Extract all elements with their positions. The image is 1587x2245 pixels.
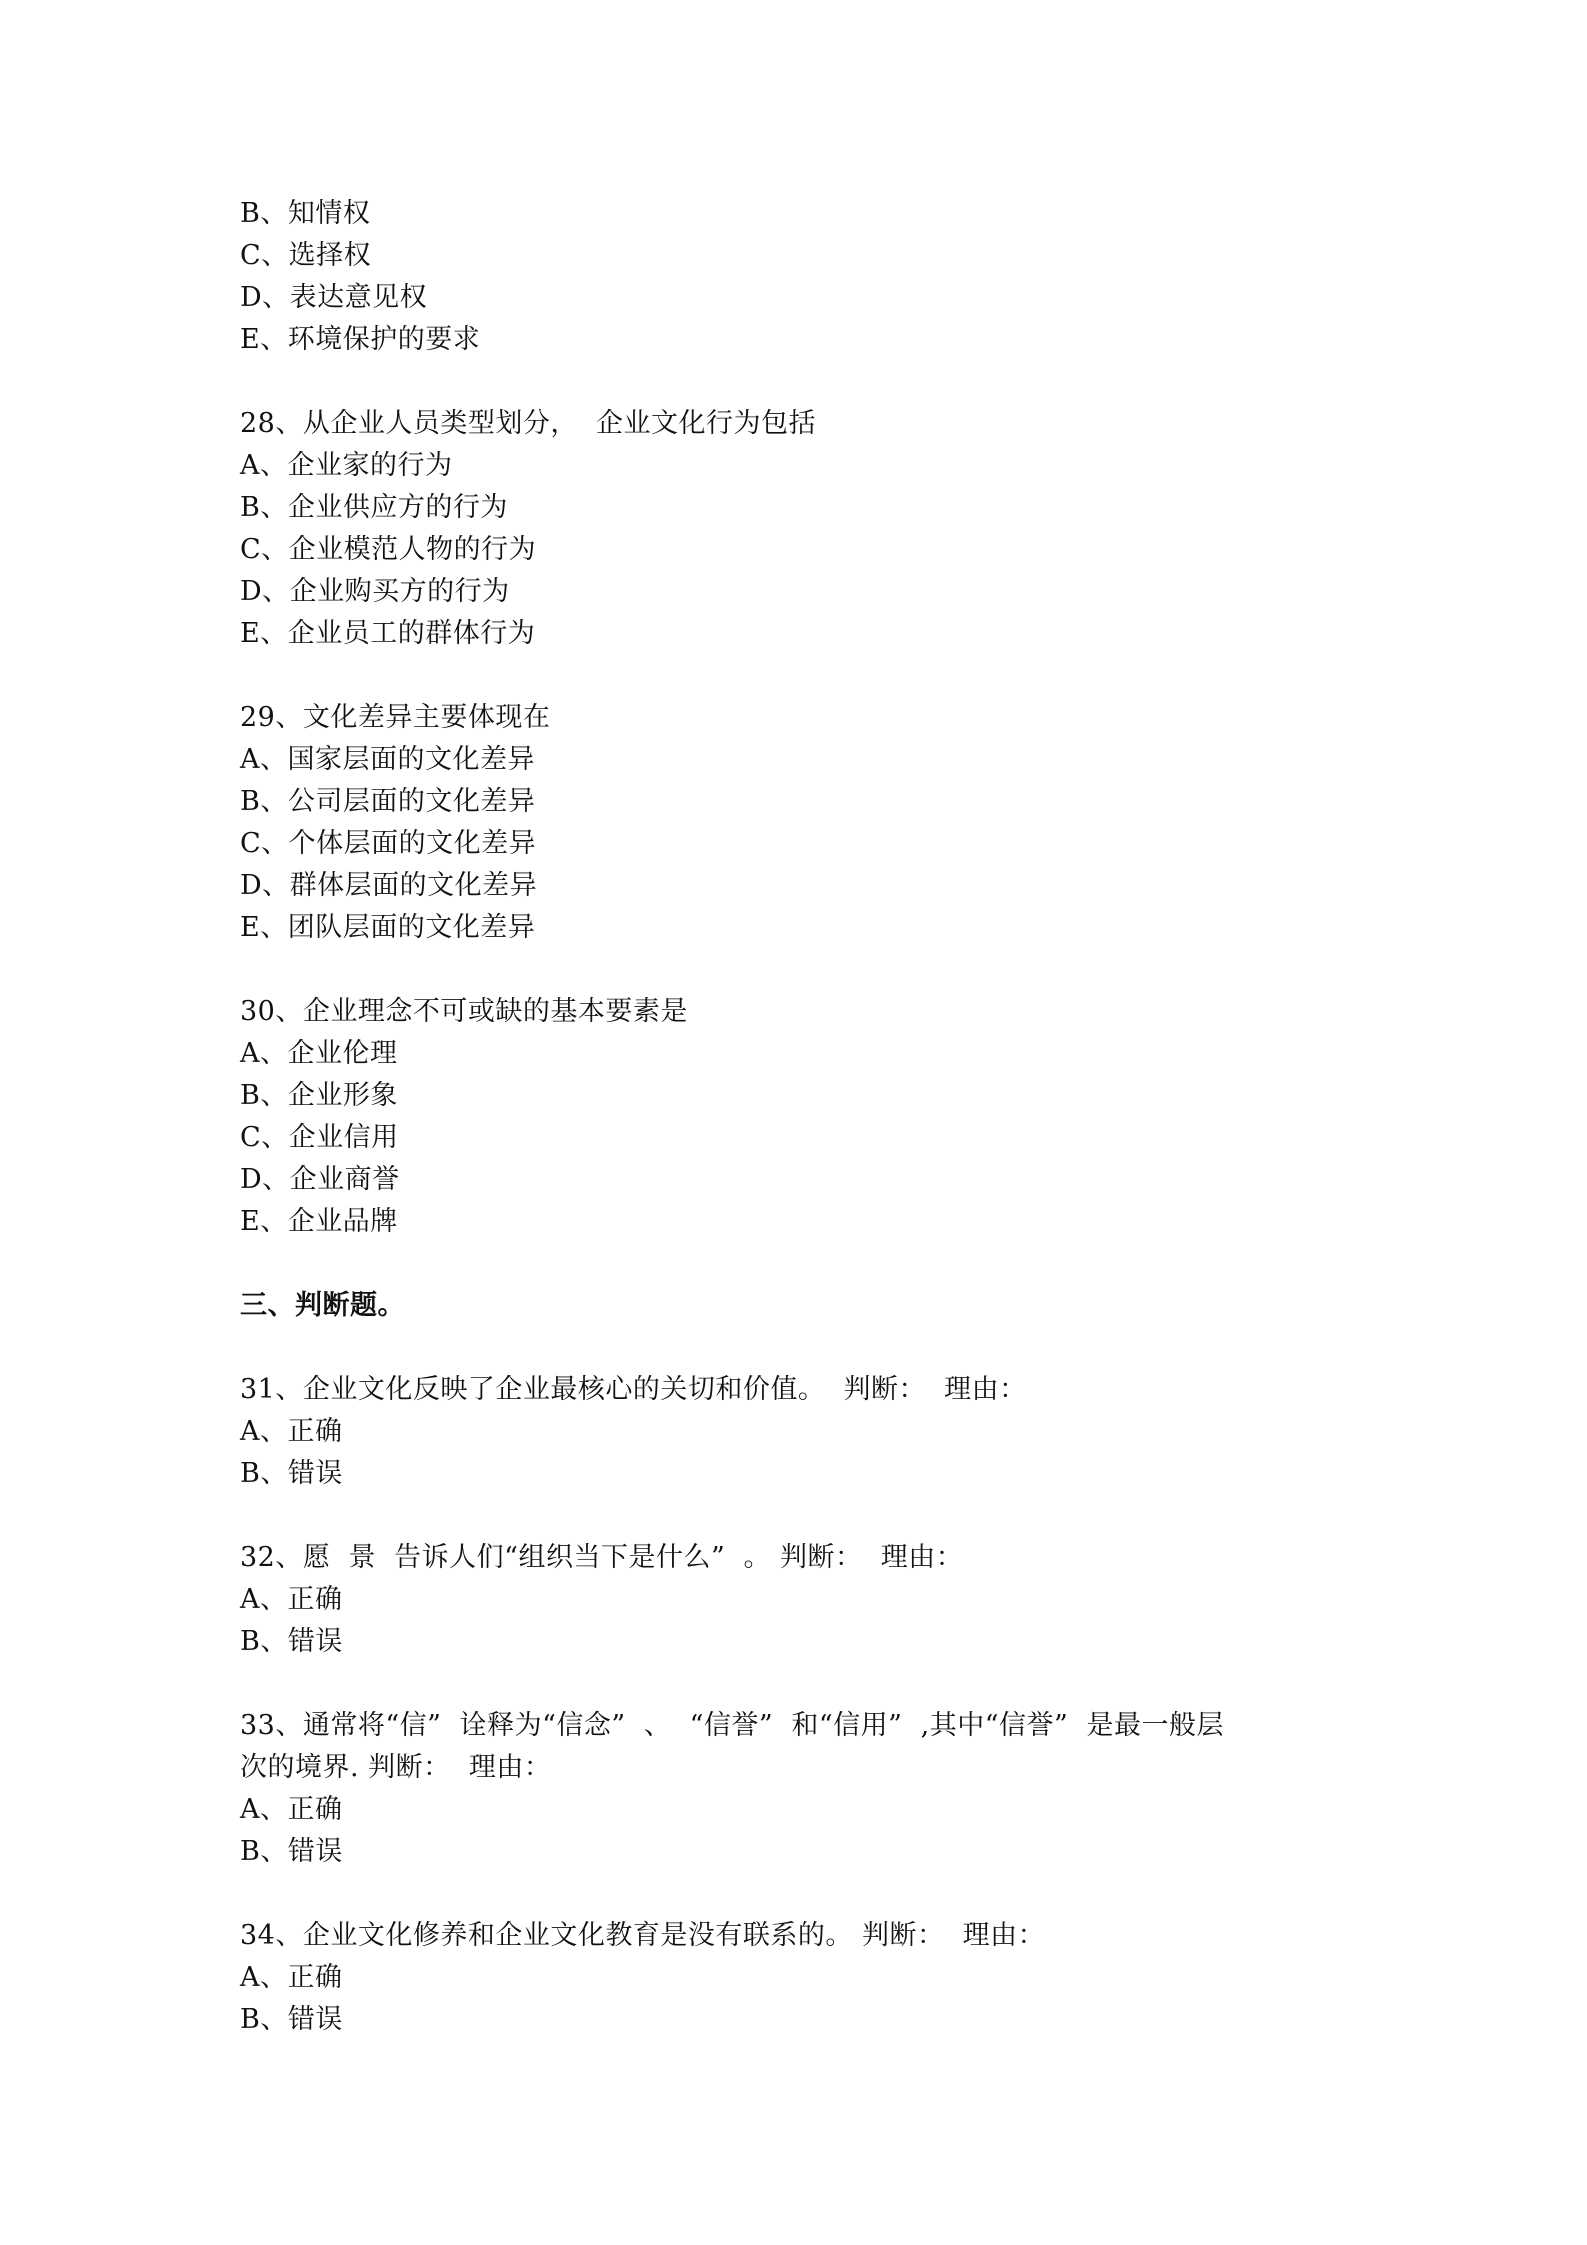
q30-option-b: B、企业形象 xyxy=(240,1080,398,1111)
q33-option-b: B、错误 xyxy=(240,1836,343,1867)
q28-question: 28、从企业人员类型划分， 企业文化行为包括 xyxy=(240,408,817,439)
q28-option-e: E、企业员工的群体行为 xyxy=(240,618,536,649)
q27-option-b: B、知情权 xyxy=(240,198,371,229)
q29-option-a: A、国家层面的文化差异 xyxy=(240,744,535,775)
q32-option-a: A、正确 xyxy=(240,1584,343,1615)
q34-option-a: A、正确 xyxy=(240,1962,343,1993)
q30-option-d: D、企业商誉 xyxy=(240,1164,400,1195)
q28-option-d: D、企业购买方的行为 xyxy=(240,576,510,607)
q29-question: 29、文化差异主要体现在 xyxy=(240,702,551,733)
q34-question: 34、企业文化修养和企业文化教育是没有联系的。 判断： 理由： xyxy=(240,1920,1046,1951)
q27-option-d: D、表达意见权 xyxy=(240,282,428,313)
q30-question: 30、企业理念不可或缺的基本要素是 xyxy=(240,996,688,1027)
q32-option-b: B、错误 xyxy=(240,1626,343,1657)
q32-question: 32、愿 景 告诉人们“组织当下是什么” 。 判断： 理由： xyxy=(240,1542,964,1573)
q27-option-e: E、环境保护的要求 xyxy=(240,324,481,355)
q29-option-b: B、公司层面的文化差异 xyxy=(240,786,536,817)
q29-option-d: D、群体层面的文化差异 xyxy=(240,870,538,901)
q34-option-b: B、错误 xyxy=(240,2004,343,2035)
q29-option-e: E、团队层面的文化差异 xyxy=(240,912,536,943)
q33-question-line2: 次的境界. 判断： 理由： xyxy=(240,1752,552,1783)
q31-question: 31、企业文化反映了企业最核心的关切和价值。 判断： 理由： xyxy=(240,1374,1027,1405)
q30-option-c: C、企业信用 xyxy=(240,1122,399,1153)
q30-option-a: A、企业伦理 xyxy=(240,1038,398,1069)
q27-option-c: C、选择权 xyxy=(240,240,372,271)
q30-option-e: E、企业品牌 xyxy=(240,1206,398,1237)
q29-option-c: C、个体层面的文化差异 xyxy=(240,828,537,859)
q28-option-b: B、企业供应方的行为 xyxy=(240,492,508,523)
q28-option-a: A、企业家的行为 xyxy=(240,450,453,481)
q33-option-a: A、正确 xyxy=(240,1794,343,1825)
q31-option-b: B、错误 xyxy=(240,1458,343,1489)
q33-question-line1: 33、通常将“信” 诠释为“信念” 、 “信誉” 和“信用” ,其中“信誉” 是最一般层 xyxy=(240,1710,1224,1741)
section-heading: 三、判断题。 xyxy=(240,1290,405,1321)
q31-option-a: A、正确 xyxy=(240,1416,343,1447)
q28-option-c: C、企业模范人物的行为 xyxy=(240,534,537,565)
